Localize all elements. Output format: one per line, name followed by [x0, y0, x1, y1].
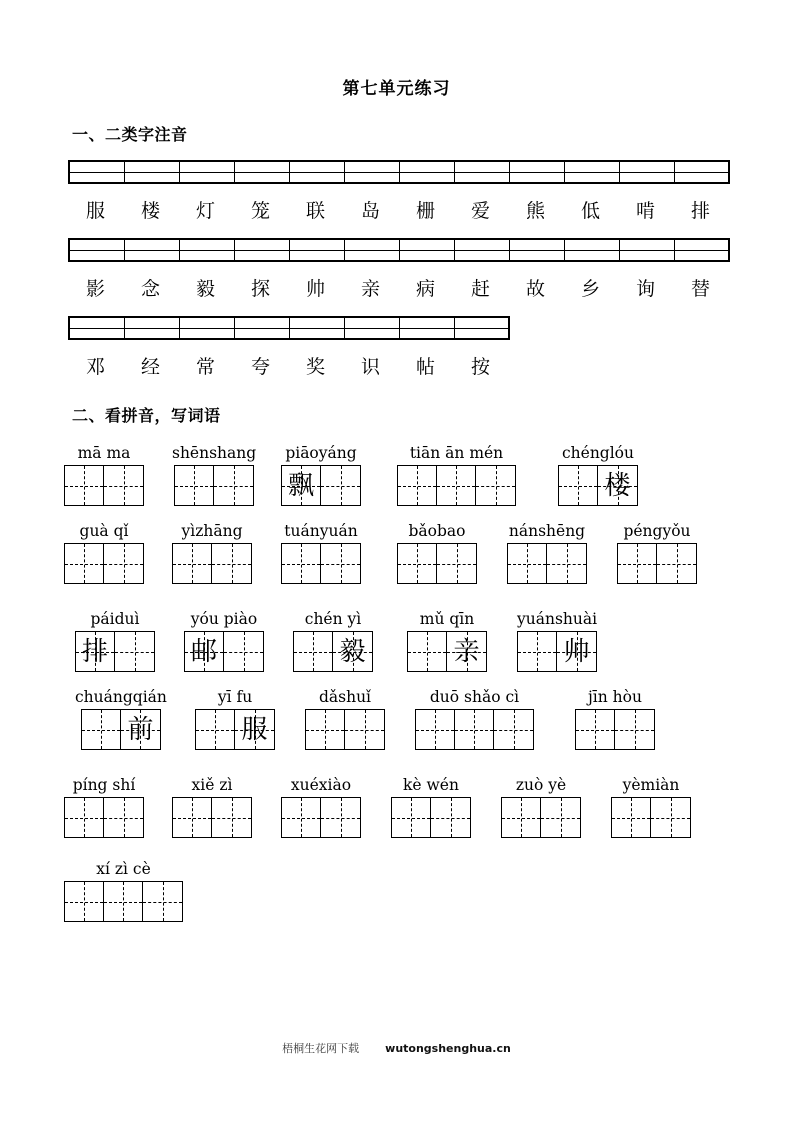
prefilled-character: 亲: [453, 636, 480, 667]
target-character: 啃: [635, 200, 655, 222]
zhuyin-answer-cell[interactable]: [179, 250, 234, 261]
pinyin-label: páiduì: [90, 610, 140, 628]
tianzige-grid[interactable]: [75, 631, 155, 672]
zhuyin-answer-cell[interactable]: [289, 328, 344, 339]
tianzige-grid[interactable]: [501, 797, 581, 838]
tianzige-cell[interactable]: [282, 466, 321, 505]
tianzige-grid[interactable]: [81, 709, 161, 750]
zhuyin-answer-cell[interactable]: [509, 161, 564, 172]
target-character: 探: [250, 278, 270, 300]
target-character: 爱: [470, 200, 490, 222]
target-character: 病: [415, 278, 435, 300]
zhuyin-answer-cell[interactable]: [674, 172, 729, 183]
table-row: [69, 172, 729, 183]
table-row: [69, 250, 729, 261]
zhuyin-answer-cell[interactable]: [234, 239, 289, 250]
zhuyin-answer-cell[interactable]: [619, 250, 674, 261]
target-character: 故: [525, 278, 545, 300]
zhuyin-answer-cell[interactable]: [344, 172, 399, 183]
pinyin-label: kè wén: [403, 776, 459, 794]
pinyin-word-group: [575, 690, 655, 750]
tianzige-cell[interactable]: [65, 882, 104, 921]
prefilled-character: 楼: [604, 470, 631, 501]
zhuyin-answer-cell[interactable]: [509, 239, 564, 250]
tianzige-cell[interactable]: [104, 544, 143, 583]
zhuyin-answer-cell[interactable]: [69, 239, 124, 250]
pinyin-word-group: [281, 524, 361, 584]
tianzige-cell[interactable]: [65, 544, 104, 583]
pinyin-word-group: [172, 778, 252, 838]
tianzige-cell[interactable]: [121, 710, 160, 749]
zhuyin-answer-cell[interactable]: [124, 250, 179, 261]
pinyin-label: zuò yè: [515, 776, 567, 794]
zhuyin-answer-cell[interactable]: [399, 161, 454, 172]
target-character: 识: [360, 356, 380, 378]
zhuyin-answer-cell[interactable]: [234, 161, 289, 172]
tianzige-cell[interactable]: [618, 544, 657, 583]
tianzige-cell[interactable]: [321, 798, 360, 837]
tianzige-cell[interactable]: [541, 798, 580, 837]
pinyin-label: yèmiàn: [622, 776, 680, 794]
pinyin-label: jīn hòu: [588, 688, 642, 706]
zhuyin-answer-cell[interactable]: [289, 239, 344, 250]
target-character: 按: [470, 356, 490, 378]
zhuyin-table[interactable]: [68, 238, 730, 262]
prefilled-character: 前: [127, 714, 154, 745]
tianzige-cell[interactable]: [173, 544, 212, 583]
zhuyin-answer-cell[interactable]: [234, 317, 289, 328]
zhuyin-answer-cell[interactable]: [179, 172, 234, 183]
tianzige-cell[interactable]: [612, 798, 651, 837]
zhuyin-answer-cell[interactable]: [69, 328, 124, 339]
pinyin-word-group: [407, 612, 487, 672]
pinyin-word-group: [281, 446, 361, 506]
target-character: 熊: [525, 200, 545, 222]
page-title: 第七单元练习: [342, 79, 451, 99]
pinyin-label: yī fu: [217, 688, 253, 706]
zhuyin-answer-cell[interactable]: [509, 250, 564, 261]
zhuyin-answer-cell[interactable]: [674, 250, 729, 261]
zhuyin-answer-cell[interactable]: [564, 161, 619, 172]
tianzige-cell[interactable]: [82, 710, 121, 749]
pinyin-word-group: [617, 524, 697, 584]
pinyin-label: mā ma: [77, 444, 131, 462]
tianzige-cell[interactable]: [185, 632, 224, 671]
target-character: 笼: [250, 200, 270, 222]
pinyin-word-group: [64, 524, 144, 584]
tianzige-cell[interactable]: [282, 544, 321, 583]
zhuyin-answer-cell[interactable]: [69, 172, 124, 183]
zhuyin-answer-cell[interactable]: [454, 250, 509, 261]
zhuyin-answer-cell[interactable]: [674, 239, 729, 250]
zhuyin-answer-grid[interactable]: [68, 316, 510, 340]
tianzige-cell[interactable]: [345, 710, 384, 749]
pinyin-word-group: [281, 778, 361, 838]
pinyin-label: shēnshang: [172, 444, 257, 462]
target-character: 低: [580, 200, 600, 222]
table-row: [69, 328, 509, 339]
target-character: 帖: [415, 356, 435, 378]
prefilled-character: 毅: [339, 636, 366, 667]
tianzige-cell[interactable]: [235, 710, 274, 749]
zhuyin-answer-cell[interactable]: [69, 317, 124, 328]
prefilled-character: 邮: [190, 636, 217, 667]
zhuyin-answer-cell[interactable]: [179, 239, 234, 250]
tianzige-cell[interactable]: [214, 466, 253, 505]
tianzige-grid[interactable]: [517, 631, 597, 672]
pinyin-label: yìzhāng: [181, 522, 243, 540]
tianzige-cell[interactable]: [447, 632, 486, 671]
character-row: [68, 202, 728, 221]
tianzige-grid[interactable]: [172, 543, 252, 584]
target-character: 夸: [250, 356, 270, 378]
tianzige-cell[interactable]: [212, 544, 251, 583]
tianzige-cell[interactable]: [196, 710, 235, 749]
footer-site: wutongshenghua.cn: [385, 1042, 511, 1055]
pinyin-word-group: [507, 524, 587, 584]
zhuyin-answer-cell[interactable]: [234, 328, 289, 339]
tianzige-grid[interactable]: [617, 543, 697, 584]
zhuyin-answer-cell[interactable]: [124, 172, 179, 183]
tianzige-cell[interactable]: [431, 798, 470, 837]
section-heading-1: 一、二类字注音: [72, 125, 188, 144]
tianzige-grid[interactable]: [397, 543, 477, 584]
tianzige-cell[interactable]: [518, 632, 557, 671]
tianzige-cell[interactable]: [143, 882, 182, 921]
tianzige-cell[interactable]: [333, 632, 372, 671]
tianzige-grid[interactable]: [281, 465, 361, 506]
tianzige-cell[interactable]: [651, 798, 690, 837]
zhuyin-answer-grid[interactable]: [68, 160, 730, 184]
tianzige-grid[interactable]: [293, 631, 373, 672]
pinyin-word-group: [517, 612, 597, 672]
pinyin-label: píng shí: [72, 776, 136, 794]
tianzige-grid[interactable]: [611, 797, 691, 838]
zhuyin-answer-cell[interactable]: [564, 239, 619, 250]
tianzige-cell[interactable]: [173, 798, 212, 837]
tianzige-grid[interactable]: [391, 797, 471, 838]
tianzige-cell[interactable]: [615, 710, 654, 749]
pinyin-word-group: [415, 690, 534, 750]
tianzige-cell[interactable]: [398, 466, 437, 505]
tianzige-cell[interactable]: [398, 544, 437, 583]
table-row: [69, 317, 509, 328]
pinyin-label: guà qǐ: [79, 522, 129, 540]
tianzige-grid[interactable]: [184, 631, 264, 672]
tianzige-cell[interactable]: [65, 798, 104, 837]
tianzige-cell[interactable]: [437, 544, 476, 583]
target-character: 念: [140, 278, 160, 300]
target-character: 乡: [580, 278, 600, 300]
target-character: 联: [305, 200, 325, 222]
zhuyin-table[interactable]: [68, 316, 510, 340]
zhuyin-answer-cell[interactable]: [289, 172, 344, 183]
tianzige-cell[interactable]: [104, 466, 143, 505]
tianzige-grid[interactable]: [407, 631, 487, 672]
pinyin-label: yuánshuài: [517, 610, 598, 628]
pinyin-word-group: [172, 524, 252, 584]
pinyin-label: péngyǒu: [623, 522, 691, 540]
pinyin-label: dǎshuǐ: [318, 688, 372, 706]
zhuyin-answer-cell[interactable]: [399, 328, 454, 339]
zhuyin-answer-cell[interactable]: [289, 250, 344, 261]
prefilled-character: 帅: [563, 636, 590, 667]
character-row: [68, 280, 728, 299]
pinyin-label: nánshēng: [508, 522, 586, 540]
zhuyin-answer-cell[interactable]: [344, 161, 399, 172]
tianzige-cell[interactable]: [224, 632, 263, 671]
tianzige-grid[interactable]: [64, 543, 144, 584]
target-character: 楼: [140, 200, 160, 222]
tianzige-grid[interactable]: [415, 709, 534, 750]
target-character: 奖: [305, 356, 325, 378]
zhuyin-answer-cell[interactable]: [619, 239, 674, 250]
zhuyin-answer-cell[interactable]: [454, 239, 509, 250]
pinyin-word-group: [195, 690, 275, 750]
target-character: 常: [195, 356, 215, 378]
pinyin-word-group: [64, 862, 183, 922]
zhuyin-answer-cell[interactable]: [619, 161, 674, 172]
character-row: [68, 358, 508, 377]
target-character: 毅: [195, 278, 215, 300]
zhuyin-answer-cell[interactable]: [344, 239, 399, 250]
zhuyin-answer-cell[interactable]: [289, 317, 344, 328]
pinyin-word-group: [75, 690, 167, 750]
tianzige-grid[interactable]: [507, 543, 587, 584]
target-character: 亲: [360, 278, 380, 300]
tianzige-cell[interactable]: [294, 632, 333, 671]
pinyin-word-group: [305, 690, 385, 750]
tianzige-cell[interactable]: [455, 710, 494, 749]
pinyin-label: yóu piào: [190, 610, 258, 628]
pinyin-word-group: [611, 778, 691, 838]
zhuyin-answer-cell[interactable]: [564, 172, 619, 183]
pinyin-word-group: [391, 778, 471, 838]
tianzige-grid[interactable]: [64, 465, 144, 506]
zhuyin-answer-cell[interactable]: [399, 239, 454, 250]
pinyin-word-group: [501, 778, 581, 838]
pinyin-label: chuángqián: [75, 688, 167, 706]
zhuyin-answer-cell[interactable]: [124, 161, 179, 172]
pinyin-row: [64, 524, 764, 590]
zhuyin-answer-cell[interactable]: [509, 172, 564, 183]
tianzige-grid[interactable]: [64, 797, 144, 838]
tianzige-cell[interactable]: [416, 710, 455, 749]
zhuyin-answer-cell[interactable]: [124, 239, 179, 250]
zhuyin-answer-cell[interactable]: [179, 161, 234, 172]
zhuyin-answer-cell[interactable]: [454, 172, 509, 183]
pinyin-label: xuéxiào: [290, 776, 352, 794]
tianzige-grid[interactable]: [64, 881, 183, 922]
tianzige-cell[interactable]: [175, 466, 214, 505]
tianzige-cell[interactable]: [559, 466, 598, 505]
tianzige-grid[interactable]: [305, 709, 385, 750]
tianzige-cell[interactable]: [115, 632, 154, 671]
table-row: [69, 239, 729, 250]
target-character: 岛: [360, 200, 380, 222]
tianzige-cell[interactable]: [476, 466, 515, 505]
pinyin-label: tuányuán: [284, 522, 358, 540]
tianzige-grid[interactable]: [281, 797, 361, 838]
target-character: 邓: [85, 356, 105, 378]
target-character: 经: [140, 356, 160, 378]
tianzige-cell[interactable]: [408, 632, 447, 671]
tianzige-cell[interactable]: [557, 632, 596, 671]
tianzige-cell[interactable]: [502, 798, 541, 837]
zhuyin-answer-cell[interactable]: [179, 328, 234, 339]
prefilled-character: 飘: [287, 470, 314, 501]
prefilled-character: 排: [81, 636, 108, 667]
zhuyin-answer-cell[interactable]: [454, 161, 509, 172]
zhuyin-answer-grid[interactable]: [68, 238, 730, 262]
tianzige-cell[interactable]: [282, 798, 321, 837]
zhuyin-answer-cell[interactable]: [344, 328, 399, 339]
zhuyin-answer-cell[interactable]: [399, 250, 454, 261]
target-character: 影: [85, 278, 105, 300]
tianzige-cell[interactable]: [65, 466, 104, 505]
target-character: 服: [85, 200, 105, 222]
pinyin-word-group: [397, 446, 516, 506]
tianzige-grid[interactable]: [397, 465, 516, 506]
tianzige-grid[interactable]: [172, 797, 252, 838]
tianzige-cell[interactable]: [576, 710, 615, 749]
pinyin-word-group: [172, 446, 256, 506]
pinyin-row: [64, 612, 764, 678]
tianzige-grid[interactable]: [558, 465, 638, 506]
pinyin-row: [64, 690, 764, 756]
page-footer: [0, 1040, 793, 1056]
zhuyin-answer-cell[interactable]: [564, 250, 619, 261]
tianzige-cell[interactable]: [508, 544, 547, 583]
tianzige-grid[interactable]: [575, 709, 655, 750]
table-row: [69, 161, 729, 172]
pinyin-row: [64, 862, 764, 928]
tianzige-grid[interactable]: [195, 709, 275, 750]
pinyin-word-group: [293, 612, 373, 672]
zhuyin-answer-cell[interactable]: [344, 250, 399, 261]
tianzige-cell[interactable]: [104, 882, 143, 921]
tianzige-cell[interactable]: [76, 632, 115, 671]
tianzige-grid[interactable]: [281, 543, 361, 584]
zhuyin-answer-cell[interactable]: [289, 161, 344, 172]
target-character: 帅: [305, 278, 325, 300]
pinyin-word-group: [64, 778, 144, 838]
section-heading-2: 二、看拼音，写词语: [72, 406, 221, 425]
zhuyin-answer-cell[interactable]: [674, 161, 729, 172]
zhuyin-answer-cell[interactable]: [234, 250, 289, 261]
prefilled-character: 服: [241, 714, 268, 745]
pinyin-row: [64, 778, 764, 844]
zhuyin-answer-cell[interactable]: [344, 317, 399, 328]
zhuyin-answer-cell[interactable]: [69, 161, 124, 172]
pinyin-label: chénglóu: [561, 444, 634, 462]
pinyin-label: mǔ qīn: [419, 610, 475, 628]
pinyin-word-group: [397, 524, 477, 584]
pinyin-word-group: [558, 446, 638, 506]
tianzige-cell[interactable]: [321, 466, 360, 505]
zhuyin-answer-cell[interactable]: [619, 172, 674, 183]
tianzige-cell[interactable]: [392, 798, 431, 837]
tianzige-cell[interactable]: [494, 710, 533, 749]
tianzige-cell[interactable]: [598, 466, 637, 505]
target-character: 灯: [195, 200, 215, 222]
footer-brand: 梧桐生花网下载: [282, 1042, 360, 1055]
tianzige-cell[interactable]: [657, 544, 696, 583]
target-character: 询: [635, 278, 655, 300]
tianzige-cell[interactable]: [321, 544, 360, 583]
target-character: 替: [690, 278, 710, 300]
pinyin-label: piāoyáng: [285, 444, 357, 462]
tianzige-cell[interactable]: [212, 798, 251, 837]
target-character: 赶: [470, 278, 490, 300]
zhuyin-answer-cell[interactable]: [124, 328, 179, 339]
tianzige-cell[interactable]: [104, 798, 143, 837]
pinyin-label: xí zì cè: [96, 860, 151, 878]
pinyin-label: xiě zì: [191, 776, 233, 794]
zhuyin-table[interactable]: [68, 160, 730, 184]
pinyin-row: [64, 446, 764, 512]
zhuyin-answer-cell[interactable]: [454, 317, 509, 328]
zhuyin-answer-cell[interactable]: [399, 317, 454, 328]
pinyin-word-group: [184, 612, 264, 672]
zhuyin-answer-cell[interactable]: [179, 317, 234, 328]
pinyin-label: duō shǎo cì: [429, 688, 520, 706]
pinyin-label: bǎobao: [408, 522, 466, 540]
pinyin-word-group: [75, 612, 155, 672]
target-character: 排: [690, 200, 710, 222]
tianzige-grid[interactable]: [174, 465, 254, 506]
tianzige-cell[interactable]: [437, 466, 476, 505]
pinyin-label: tiān ān mén: [409, 444, 504, 462]
zhuyin-answer-cell[interactable]: [69, 250, 124, 261]
zhuyin-answer-cell[interactable]: [399, 172, 454, 183]
zhuyin-answer-cell[interactable]: [234, 172, 289, 183]
pinyin-label: chén yì: [304, 610, 362, 628]
zhuyin-answer-cell[interactable]: [454, 328, 509, 339]
zhuyin-answer-cell[interactable]: [124, 317, 179, 328]
tianzige-cell[interactable]: [306, 710, 345, 749]
pinyin-word-group: [64, 446, 144, 506]
target-character: 栅: [415, 200, 435, 222]
tianzige-cell[interactable]: [547, 544, 586, 583]
